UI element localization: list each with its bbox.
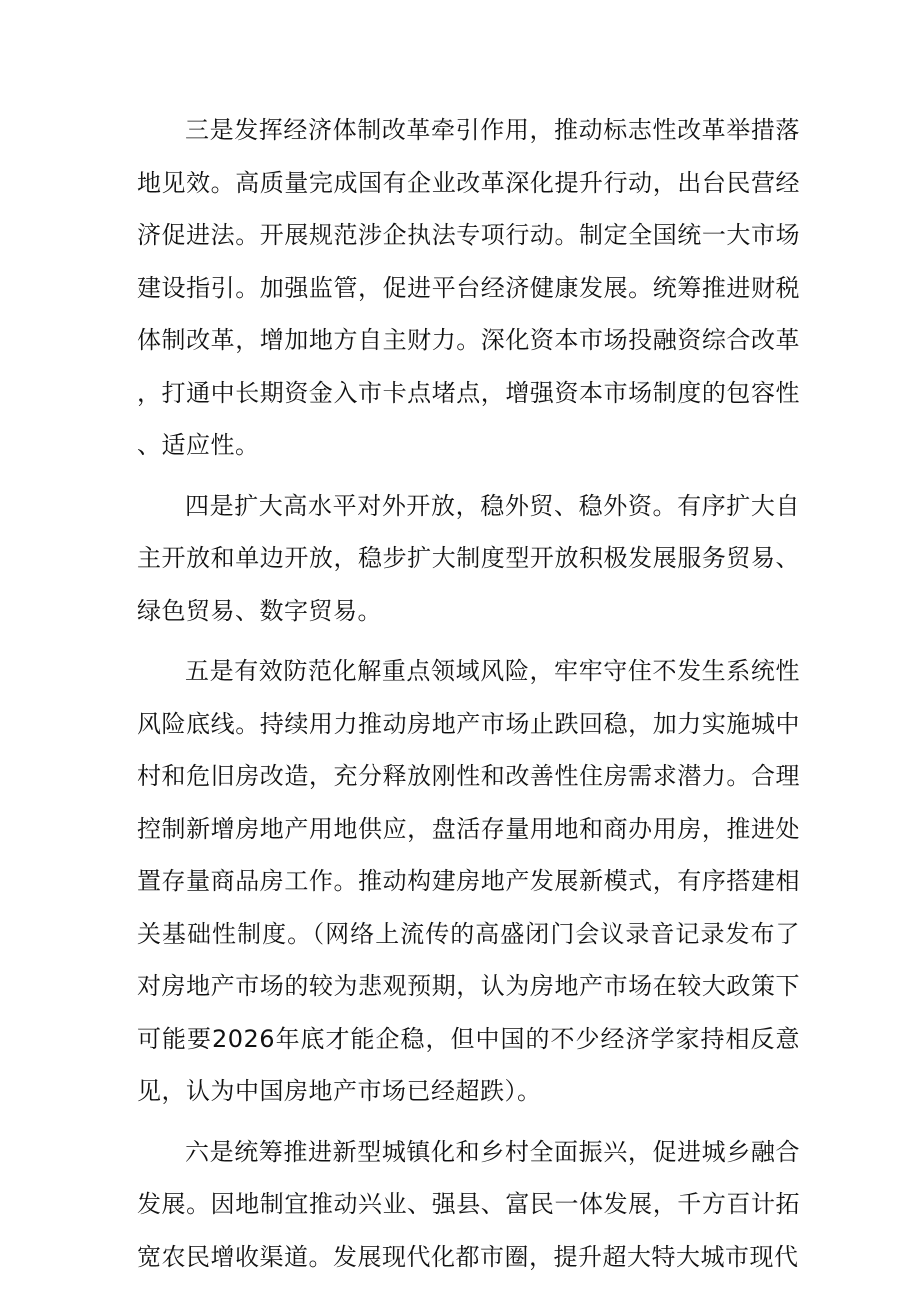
paragraph-opening-up: 四是扩大高水平对外开放，稳外贸、稳外资。有序扩大自主开放和单边开放，稳步扩大制度型开放积极发展服务贸易、绿色贸易、数字贸易。	[137, 491, 800, 625]
document-body	[137, 104, 800, 1291]
paragraph-urban-rural: 六是统筹推进新型城镇化和乡村全面振兴，促进城乡融合发展。因地制宜推动兴业、强县、富民一体发展，千方百计拓宽农民增收渠道。发展现代化都市圈，提升超大特大城市现代	[137, 1137, 800, 1271]
paragraph-reform: 三是发挥经济体制改革牵引作用，推动标志性改革举措落地见效。高质量完成国有企业改革深化提升行动，出台民营经济促进法。开展规范涉企执法专项行动。制定全国统一大市场建设指引。加强监管，促进平台经济健康发展。统筹推进财税体制改革，增加地方自主财力。深化资本市场投融资综合改革，打通中长期资金入市卡点堵点，增强资本市场制度的包容性、适应性。	[137, 116, 800, 459]
paragraph-risk-prevention: 五是有效防范化解重点领域风险，牢牢守住不发生系统性风险底线。持续用力推动房地产市场止跌回稳，加力实施城中村和危旧房改造，充分释放刚性和改善性住房需求潜力。合理控制新增房地产用地供应，盘活存量用地和商办用房，推进处置存量商品房工作。推动构建房地产发展新模式，有序搭建相关基础性制度。（网络上流传的高盛闭门会议录音记录发布了对房地产市场的较为悲观预期，认为房地产市场在较大政策下可能要2026年底才能企稳，但中国的不少经济学家持相反意见，认为中国房地产市场已经超跌）。	[137, 657, 800, 1105]
